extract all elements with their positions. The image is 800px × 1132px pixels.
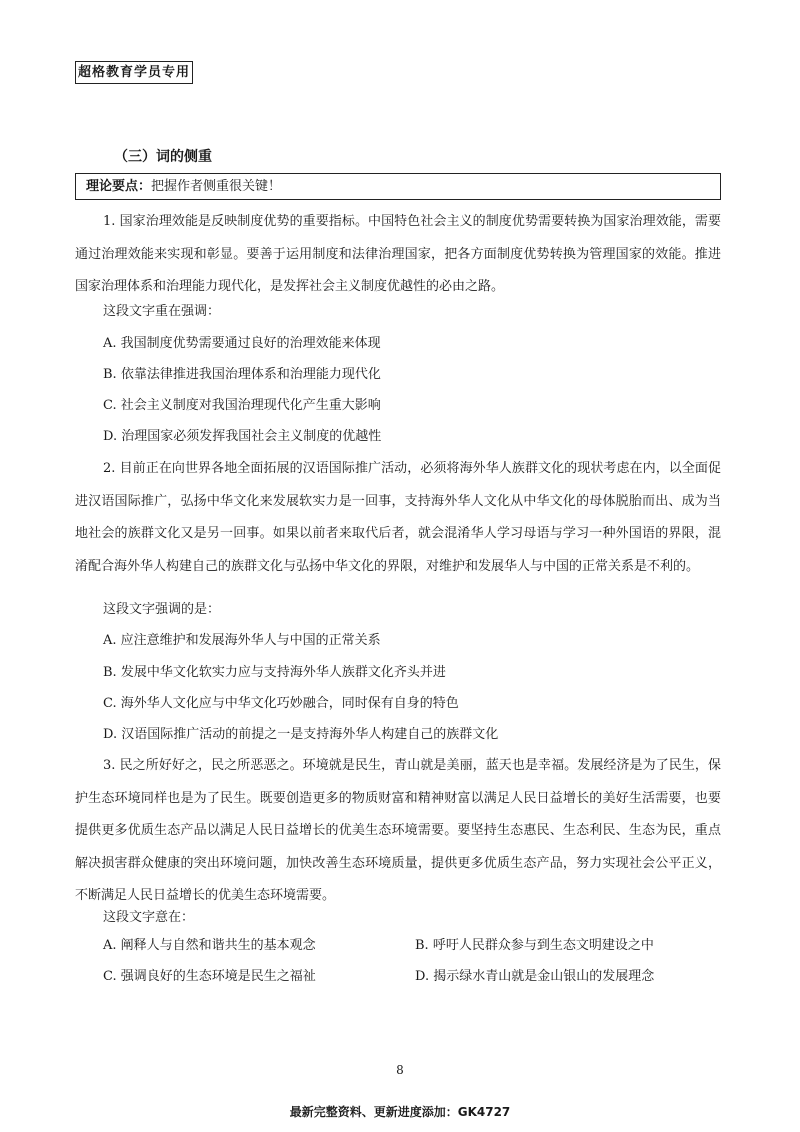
- theory-box: [75, 173, 721, 200]
- section-title: （三）词的侧重: [114, 149, 212, 165]
- option-3d: D. 揭示绿水青山就是金山银山的发展理念: [415, 969, 655, 984]
- option-2b: B. 发展中华文化软实力应与支持海外华人族群文化齐头并进: [103, 665, 446, 680]
- option-2c: C. 海外华人文化应与中华文化巧妙融合，同时保有自身的特色: [103, 696, 459, 711]
- option-1c: C. 社会主义制度对我国治理现代化产生重大影响: [103, 398, 381, 413]
- passage-1: 1. 国家治理效能是反映制度优势的重要指标。中国特色社会主义的制度优势需要转换为国家治理效能，需要通过治理效能来实现和彰显。要善于运用制度和法律治理国家，把各方面制度优势转换为管理国家的效能。推进国家治理体系和治理能力现代化，是发挥社会主义制度优越性的必由之路。: [75, 214, 721, 294]
- option-3b: B. 呼吁人民群众参与到生态文明建设之中: [415, 938, 654, 953]
- page-number: 8: [396, 1063, 404, 1077]
- stem-1: 这段文字重在强调：: [103, 304, 221, 319]
- option-1a: A. 我国制度优势需要通过良好的治理效能来体现: [103, 336, 381, 351]
- footer-note: 最新完整资料、更新进度添加：GK4727: [289, 1105, 511, 1119]
- theory-text: 把握作者侧重很关键！: [151, 179, 282, 194]
- option-1b: B. 依靠法律推进我国治理体系和治理能力现代化: [103, 367, 381, 382]
- header-tag: 超格教育学员专用: [75, 61, 193, 84]
- option-3c: C. 强调良好的生态环境是民生之福祉: [103, 969, 316, 984]
- passage-3: 3. 民之所好好之，民之所恶恶之。环境就是民生，青山就是美丽，蓝天也是幸福。发展经济是为了民生，保护生态环境同样也是为了民生。既要创造更多的物质财富和精神财富以满足人民日益增长的美好生活需要，也要提供更多优质生态产品以满足人民日益增长的优美生态环境需要。要坚持生态惠民、生态利民、生态为民，重点解决损害群众健康的突出环境问题，加快改善生态环境质量，提供更多优质生态产品，努力实现社会公平正义，不断满足人民日益增长的优美生态环境需要。: [75, 758, 721, 903]
- option-2a: A. 应注意维护和发展海外华人与中国的正常关系: [103, 633, 381, 648]
- option-2d: D. 汉语国际推广活动的前提之一是支持海外华人构建自己的族群文化: [103, 727, 499, 742]
- stem-2: 这段文字强调的是：: [103, 602, 221, 617]
- stem-3: 这段文字意在：: [103, 910, 195, 925]
- theory-label: 理论要点：: [86, 179, 152, 194]
- option-1d: D. 治理国家必须发挥我国社会主义制度的优越性: [103, 429, 382, 444]
- option-3a: A. 阐释人与自然和谐共生的基本观念: [103, 938, 316, 953]
- passage-2: 2. 目前正在向世界各地全面拓展的汉语国际推广活动，必须将海外华人族群文化的现状考虑在内，以全面促进汉语国际推广，弘扬中华文化来发展软实力是一回事，支持海外华人文化从中华文化的母体脱胎而出、成为当地社会的族群文化又是另一回事。如果以前者来取代后者，就会混淆华人学习母语与学习一种外国语的界限，混淆配合海外华人构建自己的族群文化与弘扬中华文化的界限，对维护和发展华人与中国的正常关系是不利的。: [75, 461, 721, 574]
